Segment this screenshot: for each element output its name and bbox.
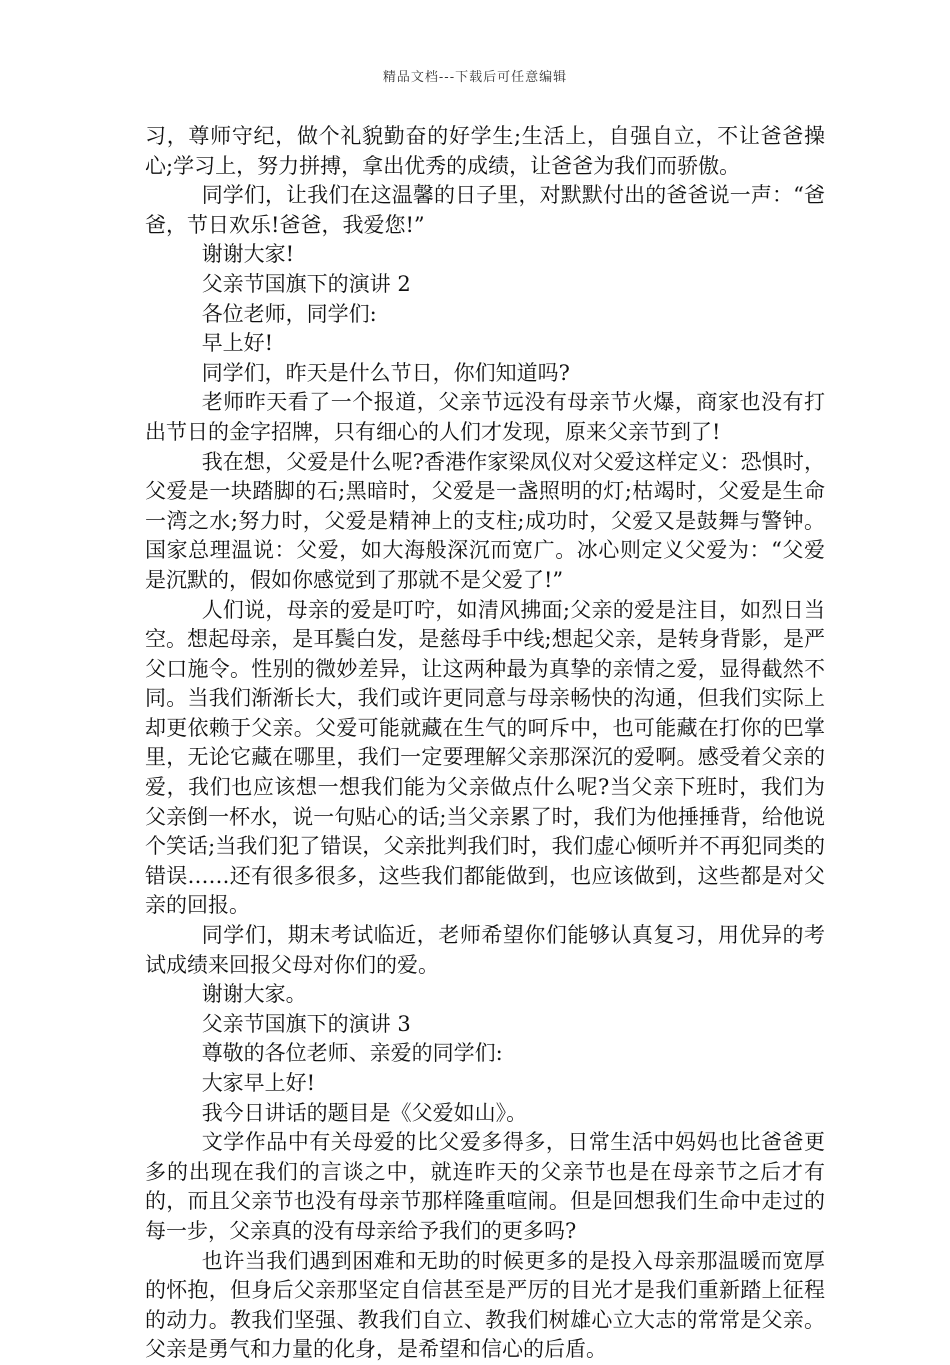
paragraph: 同学们，期末考试临近，老师希望你们能够认真复习，用优异的考试成绩来回报父母对你们的爱。 (145, 923, 825, 977)
greeting: 大家早上好! (201, 1071, 316, 1095)
paragraph: 老师昨天看了一个报道，父亲节远没有母亲节火爆，商家也没有打出节日的金字招牌，只有细心的人们才发现，原来父亲节到了! (145, 390, 825, 444)
paragraph: 谢谢大家。 (201, 982, 307, 1007)
paragraph: 同学们，昨天是什么节日，你们知道吗? (201, 360, 570, 385)
paragraph: 同学们，让我们在这温馨的日子里，对默默付出的爸爸说一声：“爸爸，节日欢乐!爸爸，我爱您!” (145, 183, 825, 237)
salutation: 尊敬的各位老师、亲爱的同学们: (201, 1041, 503, 1066)
paragraph: 文学作品中有关母爱的比父爱多得多，日常生活中妈妈也比爸爸更多的出现在我们的言谈之中，就连昨天的父亲节也是在母亲节之后才有的，而且父亲节也没有母亲节那样隆重喧闹。但是回想我们生命中走过的每一步，父亲真的没有母亲给予我们的更多吗? (145, 1130, 825, 1243)
page-header: 精品文档---下载后可任意编辑 (382, 70, 568, 85)
paragraph: 我在想，父爱是什么呢?香港作家梁凤仪对父爱这样定义：恐惧时，父爱是一块踏脚的石;黑暗时，父爱是一盏照明的灯;枯竭时，父爱是生命一湾之水;努力时，父爱是精神上的支柱;成功时，父爱又是鼓舞与警钟。国家总理温说：父爱，如大海般深沉而宽广。冰心则定义父爱为：“父爱是沉默的，假如你感觉到了那就不是父爱了!” (145, 449, 825, 592)
paragraph: 也许当我们遇到困难和无助的时候更多的是投入母亲那温暖而宽厚的怀抱，但身后父亲那坚定自信甚至是严厉的目光才是我们重新踏上征程的动力。教我们坚强、教我们自立、教我们树雄心立大志的常常是父亲。父亲是勇气和力量的化身，是希望和信心的后盾。 (145, 1248, 825, 1362)
paragraph: 习，尊师守纪，做个礼貌勤奋的好学生;生活上，自强自立，不让爸爸操心;学习上，努力拼搏，拿出优秀的成绩，让爸爸为我们而骄傲。 (145, 124, 825, 178)
document-body (145, 122, 825, 1365)
paragraph: 我今日讲话的题目是《父爱如山》。 (201, 1100, 528, 1125)
section-title: 父亲节国旗下的演讲 3 (201, 1011, 411, 1036)
salutation: 各位老师，同学们: (201, 301, 377, 326)
greeting: 早上好! (201, 331, 274, 356)
paragraph: 人们说，母亲的爱是叮咛，如清风拂面;父亲的爱是注目，如烈日当空。想起母亲，是耳鬓白发，是慈母手中线;想起父亲，是转身背影，是严父口施令。性别的微妙差异，让这两种最为真挚的亲情之爱，显得截然不同。当我们渐渐长大，我们或许更同意与母亲畅快的沟通，但我们实际上却更依赖于父亲。父爱可能就藏在生气的呵斥中，也可能藏在打你的巴掌里，无论它藏在哪里，我们一定要理解父亲那深沉的爱啊。感受着父亲的爱，我们也应该想一想我们能为父亲做点什么呢?当父亲下班时，我们为父亲倒一杯水，说一句贴心的话;当父亲累了时，我们为他捶捶背，给他说个笑话;当我们犯了错误，父亲批判我们时，我们虚心倾听并不再犯同类的错误……还有很多很多，这些我们都能做到，也应该做到，这些都是对父亲的回报。 (145, 597, 825, 918)
section-title: 父亲节国旗下的演讲 2 (201, 271, 411, 296)
paragraph: 谢谢大家! (201, 242, 295, 267)
